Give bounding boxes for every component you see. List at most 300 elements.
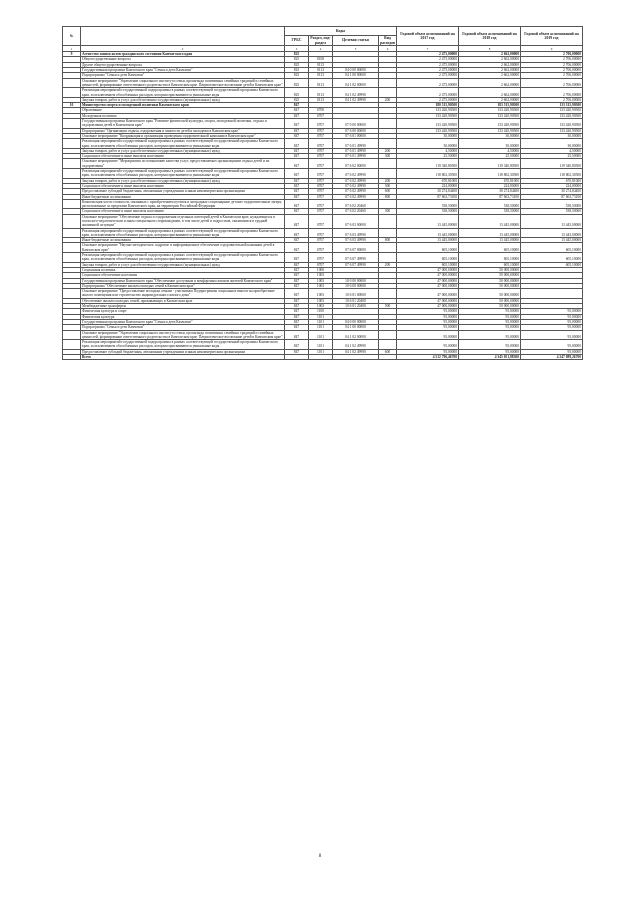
row-year-2018: 95,00000: [459, 319, 521, 324]
row-grbs: 847: [285, 108, 309, 113]
budget-table: [62, 26, 583, 360]
row-year-2018: 2 662,00000: [459, 88, 521, 98]
header-codes: Коды: [285, 27, 397, 36]
row-no: [63, 340, 81, 350]
row-razdel: 1101: [309, 340, 333, 350]
row-target-article: 07 6 07 49990: [333, 262, 379, 267]
row-razdel: 0707: [309, 169, 333, 179]
row-year-2019: 2 706,00000: [521, 62, 583, 67]
header-name: [81, 27, 285, 46]
row-name: Основное мероприятие "Укрепление социального института семьи, пропаганда позитивных семейных традиций и семейных ценностей, формирование ответственного родительства в Камчатском крае. Патриотическое воспитание детей в Камчатском крае": [81, 78, 285, 88]
row-year-2017: 25,50000: [397, 154, 459, 159]
row-name: Реализация мероприятий государственной подпрограммы в рамках соответствующей государственной программы Камчатского края, за исключением обособленных расходов, которым присваиваются уникальные коды: [81, 139, 285, 149]
row-name: Социальная политика: [81, 267, 285, 272]
row-year-2018: 2 662,00000: [459, 62, 521, 67]
row-target-article: 07 6 00 00000: [333, 128, 379, 133]
table-row: [63, 283, 583, 288]
row-year-2017: 95,00000: [397, 314, 459, 319]
row-grbs: 825: [285, 97, 309, 102]
row-grbs: 847: [285, 283, 309, 288]
row-expense-type: 300: [379, 183, 397, 188]
row-year-2019: 2 706,00000: [521, 73, 583, 78]
row-grbs: 847: [285, 319, 309, 324]
header-grbs: ГРБС: [285, 36, 309, 46]
row-year-2018: 4,50000: [459, 148, 521, 153]
row-expense-type: 800: [379, 238, 397, 243]
row-name: Закупка товаров, работ и услуг для обеспечения государственных (муниципальных) нужд: [81, 262, 285, 267]
row-name: Социальное обеспечение и иные выплаты населению: [81, 154, 285, 159]
table-row: [63, 62, 583, 67]
row-razdel: 0707: [309, 128, 333, 133]
header-year-2018: Годовой объем ассигнований на 2018 год: [459, 27, 521, 46]
table-row: [63, 243, 583, 253]
row-year-2017: 605,10000: [397, 243, 459, 253]
row-no: [63, 139, 81, 149]
row-name: Основное мероприятие "Предоставление молодым семьям - участникам Подпрограммы социальных выплат на приобретение жилого помещения или строительство индивидуального жилого дома": [81, 289, 285, 299]
row-name: Социальное обеспечение населения: [81, 273, 285, 278]
row-grbs: 847: [285, 133, 309, 138]
row-no: 9: [63, 52, 81, 57]
row-year-2017: 605,10000: [397, 262, 459, 267]
row-year-2019: 133 420,90500: [521, 119, 583, 129]
row-year-2018: 133 420,90500: [459, 128, 521, 133]
column-index-cell: 5: [333, 46, 379, 52]
row-razdel: 1003: [309, 273, 333, 278]
row-year-2017: 2 475,00000: [397, 62, 459, 67]
row-target-article: 04 1 02 00000: [333, 330, 379, 340]
row-razdel: 0707: [309, 209, 333, 214]
row-year-2019: 605,10000: [521, 253, 583, 263]
row-year-2017: 2 475,00000: [397, 52, 459, 57]
row-no: [63, 214, 81, 228]
row-expense-type: 200: [379, 148, 397, 153]
row-no: 10: [63, 103, 81, 108]
row-year-2018: 13 445,00000: [459, 214, 521, 228]
budget-sheet: [62, 26, 582, 360]
table-body: [63, 52, 583, 355]
row-expense-type: [379, 159, 397, 169]
row-year-2019: 133 420,90500: [521, 108, 583, 113]
table-row: [63, 262, 583, 267]
row-year-2019: 2 706,00000: [521, 52, 583, 57]
row-year-2018: 50 000,00000: [459, 267, 521, 272]
row-razdel: 0100: [309, 57, 333, 62]
row-expense-type: [379, 289, 397, 299]
row-name: Социальное обеспечение и иные выплаты населению: [81, 209, 285, 214]
row-year-2019: 670,81000: [521, 178, 583, 183]
row-target-article: 04 1 02 49990: [333, 97, 379, 102]
row-year-2017: 180 515,90500: [397, 103, 459, 108]
row-razdel: 0707: [309, 133, 333, 138]
row-target-article: 07 6 07 00000: [333, 243, 379, 253]
row-year-2017: 95,00000: [397, 330, 459, 340]
row-year-2017: 47 000,00000: [397, 289, 459, 299]
row-year-2017: 133 420,90500: [397, 119, 459, 129]
row-year-2018: 95,00000: [459, 314, 521, 319]
table-row: [63, 159, 583, 169]
row-year-2017: 4,50000: [397, 148, 459, 153]
row-year-2019: [521, 289, 583, 299]
total-empty-cs: [333, 355, 379, 360]
table-row: [63, 183, 583, 188]
row-grbs: 847: [285, 253, 309, 263]
row-year-2019: 2 706,00000: [521, 97, 583, 102]
row-year-2017: 538,50000: [397, 209, 459, 214]
row-razdel: 1003: [309, 304, 333, 309]
table-row: [63, 228, 583, 238]
row-expense-type: [379, 88, 397, 98]
row-year-2018: 95,00000: [459, 340, 521, 350]
row-year-2017: 13 445,00000: [397, 228, 459, 238]
row-year-2019: 13 445,00000: [521, 214, 583, 228]
row-expense-type: [379, 169, 397, 179]
row-razdel: 0113: [309, 62, 333, 67]
row-expense-type: [379, 340, 397, 350]
row-no: [63, 330, 81, 340]
header-year-2019: Годовой объем ассигнований на 2019 год: [521, 27, 583, 46]
row-year-2018: 95,00000: [459, 349, 521, 354]
table-row: [63, 278, 583, 283]
row-year-2017: 2 475,00000: [397, 88, 459, 98]
row-target-article: 04 1 02 49990: [333, 340, 379, 350]
row-year-2019: 13 445,00000: [521, 238, 583, 243]
row-year-2019: 133 515,90500: [521, 103, 583, 108]
row-year-2017: 670,81000: [397, 178, 459, 183]
row-no: [63, 243, 81, 253]
row-name: Предоставление субсидий бюджетным, автономным учреждениям и иным некоммерческим организациям: [81, 189, 285, 194]
row-year-2018: 2 662,00000: [459, 52, 521, 57]
row-grbs: 847: [285, 349, 309, 354]
row-no: [63, 88, 81, 98]
row-razdel: 0707: [309, 189, 333, 194]
table-row: [63, 289, 583, 299]
row-no: [63, 253, 81, 263]
row-target-article: 04 0 00 00000: [333, 68, 379, 73]
row-grbs: 847: [285, 330, 309, 340]
table-row: [63, 214, 583, 228]
row-grbs: 847: [285, 189, 309, 194]
row-razdel: 1100: [309, 309, 333, 314]
row-year-2018: 605,10000: [459, 243, 521, 253]
row-razdel: 0707: [309, 228, 333, 238]
row-year-2018: 50 000,00000: [459, 278, 521, 283]
row-grbs: 847: [285, 169, 309, 179]
header-year-2017: Годовой объем ассигнований на 2017 год: [397, 27, 459, 46]
table-row: [63, 169, 583, 179]
row-year-2017: 119 340,80500: [397, 159, 459, 169]
row-expense-type: 200: [379, 97, 397, 102]
row-year-2017: 538,50000: [397, 199, 459, 209]
row-year-2018: 133 420,90500: [459, 108, 521, 113]
row-target-article: 07 6 02 49990: [333, 194, 379, 199]
row-expense-type: [379, 199, 397, 209]
table-row: [63, 199, 583, 209]
row-year-2017: 30,00000: [397, 133, 459, 138]
row-year-2019: 2 706,00000: [521, 78, 583, 88]
row-year-2019: 95,00000: [521, 309, 583, 314]
row-year-2018: 50 000,00000: [459, 298, 521, 303]
row-no: [63, 199, 81, 209]
row-name: Государственная программа Камчатского края "Развитие физической культуры, спорта, молодежной политики, отдыха и оздоровления детей в Камчатском крае": [81, 119, 285, 129]
row-name: Реализация мероприятий государственной подпрограммы в рамках соответствующей государственной программы Камчатского края, за исключением обособленных расходов, которым присваиваются уникальные коды: [81, 228, 285, 238]
row-razdel: 0113: [309, 97, 333, 102]
row-grbs: 847: [285, 119, 309, 129]
row-year-2018: 538,50000: [459, 209, 521, 214]
row-name: Молодежная политика: [81, 113, 285, 118]
row-target-article: 07 6 02 20460: [333, 209, 379, 214]
row-year-2018: 2 662,00000: [459, 73, 521, 78]
row-expense-type: 300: [379, 154, 397, 159]
total-no: [63, 355, 81, 360]
row-name: Реализация мероприятий государственной подпрограммы в рамках соответствующей государственной программы Камчатского края, за исключением обособленных расходов, которым присваиваются уникальные коды: [81, 88, 285, 98]
column-index-cell: 6: [379, 46, 397, 52]
row-grbs: 847: [285, 139, 309, 149]
row-expense-type: 600: [379, 189, 397, 194]
row-expense-type: [379, 78, 397, 88]
row-year-2017: 95,00000: [397, 325, 459, 330]
row-year-2019: 224,00000: [521, 183, 583, 188]
row-grbs: 847: [285, 159, 309, 169]
row-year-2017: 133 420,90500: [397, 113, 459, 118]
row-expense-type: 200: [379, 262, 397, 267]
row-year-2019: 95,00000: [521, 330, 583, 340]
row-name: Другие общегосударственные вопросы: [81, 62, 285, 67]
row-year-2018: 605,10000: [459, 253, 521, 263]
row-year-2017: 2 475,00000: [397, 68, 459, 73]
row-year-2017: 30 274,84400: [397, 189, 459, 194]
row-razdel: 1101: [309, 319, 333, 324]
row-year-2019: 133 420,90500: [521, 128, 583, 133]
row-year-2019: 25,50000: [521, 154, 583, 159]
header-expense-type: Вид расходов: [380, 36, 395, 45]
row-name: Реализация мероприятий государственной подпрограммы в рамках соответствующей государственной программы Камчатского края, за исключением обособленных расходов, которым присваиваются уникальные коды: [81, 340, 285, 350]
row-grbs: 847: [285, 103, 309, 108]
table-row: [63, 330, 583, 340]
table-row: [63, 78, 583, 88]
row-year-2018: 50 000,00000: [459, 304, 521, 309]
row-razdel: 0707: [309, 113, 333, 118]
row-expense-type: [379, 253, 397, 263]
row-year-2019: 30,00000: [521, 139, 583, 149]
row-grbs: 847: [285, 278, 309, 283]
column-index-cell: 4: [309, 46, 333, 52]
table-row: [63, 253, 583, 263]
row-expense-type: [379, 139, 397, 149]
row-name: Закупка товаров, работ и услуг для обеспечения государственных (муниципальных) нужд: [81, 178, 285, 183]
row-year-2019: 13 445,00000: [521, 228, 583, 238]
row-expense-type: 200: [379, 178, 397, 183]
row-razdel: 0707: [309, 199, 333, 209]
row-grbs: 847: [285, 243, 309, 253]
row-name: Государственная программа Камчатского края "Семья и дети Камчатки": [81, 319, 285, 324]
table-header: [63, 27, 583, 52]
row-year-2018: 50 000,00000: [459, 289, 521, 299]
row-grbs: 825: [285, 68, 309, 73]
row-name: Государственная программа Камчатского края "Семья и дети Камчатки": [81, 68, 285, 73]
header-no: №: [63, 27, 81, 46]
row-year-2018: 95,00000: [459, 325, 521, 330]
row-razdel: 0113: [309, 73, 333, 78]
row-target-article: 04 1 02 00000: [333, 78, 379, 88]
column-index-cell: 3: [285, 46, 309, 52]
row-razdel: 0700: [309, 108, 333, 113]
row-name: Физическая культура: [81, 314, 285, 319]
header-razdel: Раздел, под-раздел: [310, 36, 331, 45]
table-row: [63, 178, 583, 183]
row-expense-type: [379, 119, 397, 129]
row-target-article: 04 1 02 49990: [333, 88, 379, 98]
row-year-2018: 2 662,00000: [459, 68, 521, 73]
row-razdel: 0113: [309, 88, 333, 98]
total-row: [63, 355, 583, 360]
table-row: [63, 88, 583, 98]
row-expense-type: 500: [379, 304, 397, 309]
row-grbs: 847: [285, 183, 309, 188]
row-target-article: 07 6 03 49990: [333, 228, 379, 238]
row-grbs: 847: [285, 228, 309, 238]
row-name: Компенсация части стоимости, связанных с приобретением путевок в загородные стационарные детские оздоровительные лагеря, расположенные за пределами Камчатского края, на территории Российской Федерации: [81, 199, 285, 209]
row-no: [63, 78, 81, 88]
row-target-article: 10 6 01 20400: [333, 304, 379, 309]
row-year-2018: 25,50000: [459, 154, 521, 159]
row-target-article: 10 6 01 20400: [333, 298, 379, 303]
row-target-article: 07 6 07 49990: [333, 253, 379, 263]
row-razdel: 0113: [309, 78, 333, 88]
row-target-article: 07 6 02 49990: [333, 178, 379, 183]
row-year-2019: 2 706,00000: [521, 68, 583, 73]
row-year-2018: 183 515,90500: [459, 103, 521, 108]
row-year-2018: 118 802,30500: [459, 169, 521, 179]
row-year-2017: 95,00000: [397, 349, 459, 354]
row-name: Иные бюджетные ассигнования: [81, 194, 285, 199]
row-target-article: 04 1 02 49990: [333, 349, 379, 354]
row-year-2018: 133 420,90500: [459, 113, 521, 118]
row-expense-type: [379, 214, 397, 228]
row-razdel: 0707: [309, 178, 333, 183]
row-razdel: 0707: [309, 183, 333, 188]
row-year-2018: 50 000,00000: [459, 273, 521, 278]
row-year-2017: 133 420,90500: [397, 128, 459, 133]
row-grbs: 825: [285, 73, 309, 78]
row-grbs: 847: [285, 304, 309, 309]
row-year-2019: 30,00000: [521, 133, 583, 138]
row-year-2019: 2 706,00000: [521, 88, 583, 98]
row-name: Реализация мероприятий государственной подпрограммы в рамках соответствующей государственной программы Камчатского края, за исключением обособленных расходов, которым присваиваются уникальные коды: [81, 169, 285, 179]
row-year-2019: 605,10000: [521, 243, 583, 253]
row-target-article: 07 0 00 00000: [333, 119, 379, 129]
row-year-2017: 47 000,00000: [397, 278, 459, 283]
row-name: Закупка товаров, работ и услуг для обеспечения государственных (муниципальных) нужд: [81, 97, 285, 102]
row-year-2019: 95,00000: [521, 325, 583, 330]
row-grbs: 847: [285, 199, 309, 209]
row-razdel: 1000: [309, 267, 333, 272]
row-year-2019: 119 340,80500: [521, 159, 583, 169]
row-name: Основное мероприятие "Научно-методическое, кадровое и информационное обеспечение оздоровительной кампании детей в Камчатском крае": [81, 243, 285, 253]
row-grbs: 847: [285, 148, 309, 153]
header-target-article: Целевая статья: [333, 36, 379, 46]
row-year-2017: 95,00000: [397, 309, 459, 314]
row-razdel: 1101: [309, 314, 333, 319]
row-year-2018: 13 445,00000: [459, 238, 521, 243]
row-year-2019: 133 420,90500: [521, 113, 583, 118]
row-no: [63, 119, 81, 129]
row-razdel: 0707: [309, 214, 333, 228]
row-year-2017: 87 663,73100: [397, 194, 459, 199]
row-year-2019: 538,50000: [521, 199, 583, 209]
row-razdel: 0707: [309, 243, 333, 253]
row-target-article: 10 0 00 00000: [333, 278, 379, 283]
row-razdel: 0707: [309, 139, 333, 149]
row-name: Основное мероприятие "Мероприятия по повышению качества услуг, предоставляемых организациями отдыха детей и их оздоровления": [81, 159, 285, 169]
row-expense-type: [379, 330, 397, 340]
row-year-2018: 50 000,00000: [459, 283, 521, 288]
row-year-2019: 2 706,00000: [521, 57, 583, 62]
row-year-2017: 2 475,00000: [397, 57, 459, 62]
total-year-2018: 4 345 051,88300: [459, 355, 521, 360]
row-expense-type: 800: [379, 194, 397, 199]
row-year-2019: 538,50000: [521, 209, 583, 214]
row-razdel: 0707: [309, 154, 333, 159]
row-year-2019: 118 802,30500: [521, 169, 583, 179]
row-grbs: 825: [285, 52, 309, 57]
row-grbs: 847: [285, 340, 309, 350]
row-year-2017: 2 475,00000: [397, 78, 459, 88]
row-expense-type: 600: [379, 349, 397, 354]
row-razdel: 1101: [309, 325, 333, 330]
row-grbs: 825: [285, 78, 309, 88]
row-name: Подпрограмма "Организация отдыха, оздоровления и занятости детей и молодежи в Камчатском крае": [81, 128, 285, 133]
row-year-2017: 605,10000: [397, 253, 459, 263]
row-year-2017: 47 000,00000: [397, 304, 459, 309]
row-year-2019: 4,50000: [521, 148, 583, 153]
row-razdel: 0707: [309, 194, 333, 199]
row-year-2017: 13 445,00000: [397, 238, 459, 243]
row-name: Агентство записи актов гражданского состояния Камчатского края: [81, 52, 285, 57]
total-year-2017: 4 512 796,46700: [397, 355, 459, 360]
table-row: [63, 128, 583, 133]
row-grbs: 847: [285, 209, 309, 214]
row-grbs: 847: [285, 262, 309, 267]
row-razdel: 0707: [309, 262, 333, 267]
row-grbs: 847: [285, 113, 309, 118]
row-razdel: 0707: [309, 119, 333, 129]
table-row: [63, 97, 583, 102]
row-razdel: 1003: [309, 289, 333, 299]
row-target-article: 07 6 01 00000: [333, 133, 379, 138]
row-year-2017: 47 000,00000: [397, 298, 459, 303]
table-row: [63, 189, 583, 194]
row-expense-type: 300: [379, 209, 397, 214]
table-row: [63, 139, 583, 149]
row-year-2019: 95,00000: [521, 340, 583, 350]
row-year-2017: 2 475,00000: [397, 97, 459, 102]
row-year-2018: 605,10000: [459, 262, 521, 267]
row-grbs: 825: [285, 57, 309, 62]
table-row: [63, 298, 583, 303]
row-year-2019: 95,00000: [521, 319, 583, 324]
row-name: Основное мероприятие "Укрепление социального института семьи, пропаганда позитивных семейных традиций и семейных ценностей, формирование ответственного родительства в Камчатском крае. Патриотическое воспитание детей в Камчатском крае": [81, 330, 285, 340]
total-year-2019: 4 247 089,26700: [521, 355, 583, 360]
column-index-cell: 1: [63, 46, 81, 52]
row-grbs: 847: [285, 325, 309, 330]
row-year-2017: 224,00000: [397, 183, 459, 188]
row-grbs: 847: [285, 214, 309, 228]
row-name: Социальное обеспечение и иные выплаты населению: [81, 183, 285, 188]
row-no: [63, 228, 81, 238]
row-target-article: 07 6 01 49990: [333, 139, 379, 149]
row-name: Основное мероприятие "Координация и организация проведения оздоровительной кампании в Камчатском крае": [81, 133, 285, 138]
row-name: Образование: [81, 108, 285, 113]
